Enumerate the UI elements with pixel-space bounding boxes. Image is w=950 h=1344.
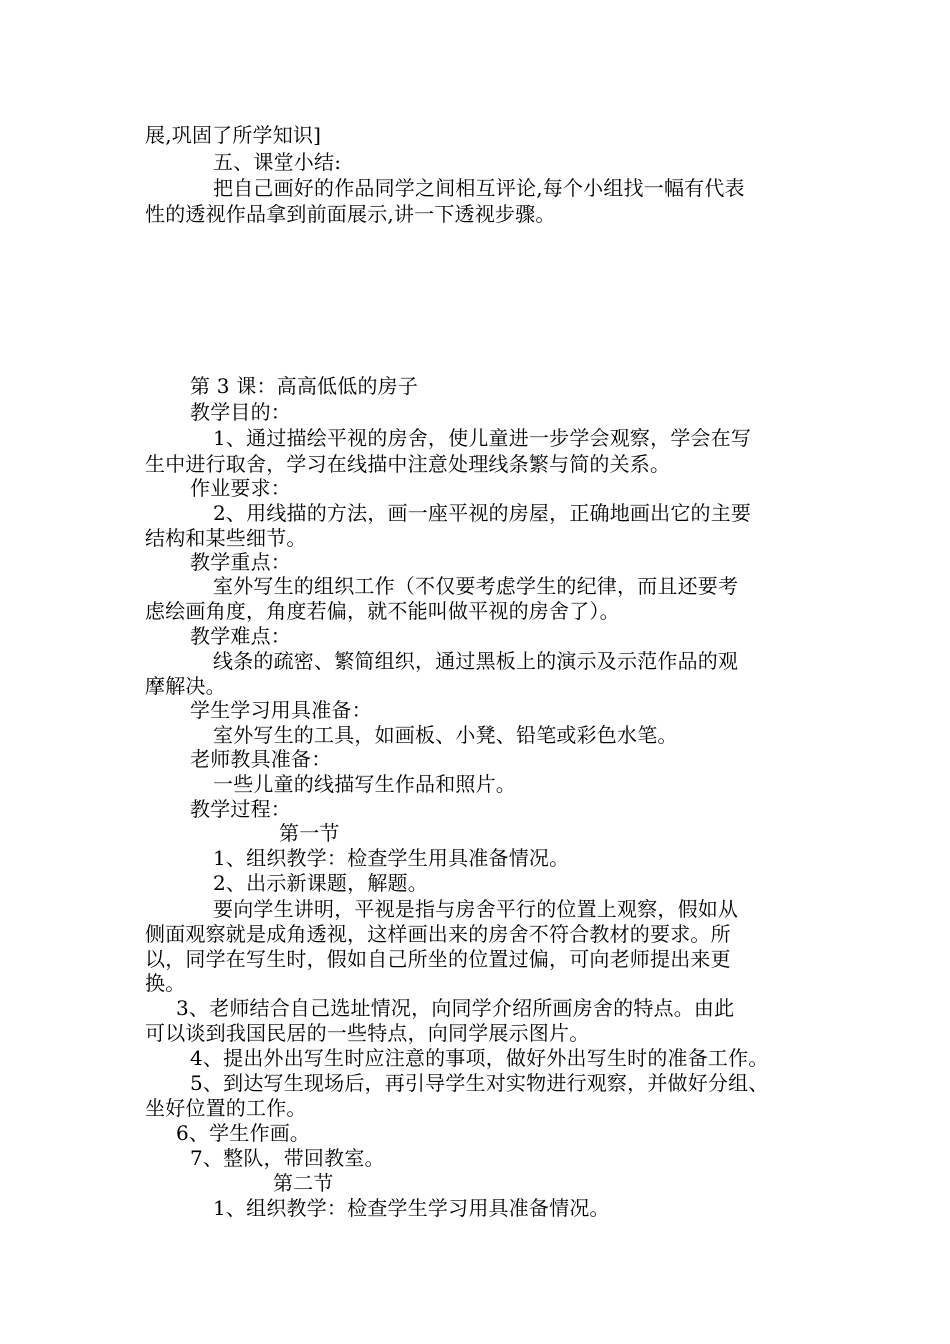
text-line: 结构和某些细节。 — [145, 526, 307, 550]
text-line: 室外写生的工具，如画板、小凳、铅笔或彩色水笔。 — [213, 723, 678, 747]
text-line: 1、组织教学：检查学生学习用具准备情况。 — [213, 1196, 610, 1220]
text-line: 把自己画好的作品同学之间相互评论,每个小组找一幅有代表 — [213, 176, 745, 200]
text-line: 以，同学在写生时，假如自己所坐的位置过偏，可向老师提出来更 — [145, 947, 731, 971]
text-line: 可以谈到我国民居的一些特点，向同学展示图片。 — [145, 1021, 590, 1045]
text-line: 线条的疏密、繁简组织，通过黑板上的演示及示范作品的观 — [213, 649, 739, 673]
text-line: 3、老师结合自己选址情况，向同学介绍所画房舍的特点。由此 — [176, 996, 735, 1020]
text-line: 生中进行取舍，学习在线描中注意处理线条繁与简的关系。 — [145, 452, 671, 476]
process-heading: 教学过程： — [190, 797, 291, 821]
key-point-heading: 教学重点： — [190, 550, 291, 574]
text-line: 虑绘画角度，角度若偏，就不能叫做平视的房舍了）。 — [145, 599, 620, 623]
difficulty-heading: 教学难点： — [190, 624, 291, 648]
text-line: 侧面观察就是成角透视，这样画出来的房舍不符合教材的要求。所 — [145, 922, 731, 946]
section-title: 第一节 — [279, 821, 340, 845]
text-line: 7、整队，带回教室。 — [190, 1146, 385, 1170]
section-title: 第二节 — [273, 1171, 334, 1195]
homework-heading: 作业要求： — [190, 476, 291, 500]
text-line: 1、通过描绘平视的房舍，使儿童进一步学会观察，学会在写 — [213, 426, 752, 450]
text-line: 1、组织教学：检查学生用具准备情况。 — [213, 846, 570, 870]
text-line: 4、提出外出写生时应注意的事项，做好外出写生时的准备工作。 — [190, 1046, 769, 1070]
student-tools-heading: 学生学习用具准备： — [190, 698, 372, 722]
text-line: 2、出示新课题，解题。 — [213, 871, 428, 895]
teacher-tools-heading: 老师教具准备： — [190, 747, 332, 771]
lesson-title: 第 3 课：高高低低的房子 — [190, 374, 419, 398]
text-line: 要向学生讲明，平视是指与房舍平行的位置上观察，假如从 — [213, 897, 739, 921]
text-line: 一些儿童的线描写生作品和照片。 — [213, 772, 516, 796]
text-line: 换。 — [145, 971, 186, 995]
summary-heading: 五、课堂小结: — [213, 150, 342, 174]
text-line: 2、用线描的方法，画一座平视的房屋，正确地画出它的主要 — [213, 501, 752, 525]
text-line: 坐好位置的工作。 — [145, 1096, 307, 1120]
text-line: 摩解决。 — [145, 674, 226, 698]
text-line: 5、到达写生现场后，再引导学生对实物进行观察，并做好分组、 — [190, 1071, 769, 1095]
text-line: 室外写生的组织工作（不仅要考虑学生的纪律，而且还要考 — [213, 574, 739, 598]
text-line: 展,巩固了所学知识] — [145, 123, 322, 147]
goal-heading: 教学目的： — [190, 400, 291, 424]
text-line: 6、学生作画。 — [176, 1121, 311, 1145]
text-line: 性的透视作品拿到前面展示,讲一下透视步骤。 — [145, 202, 556, 226]
